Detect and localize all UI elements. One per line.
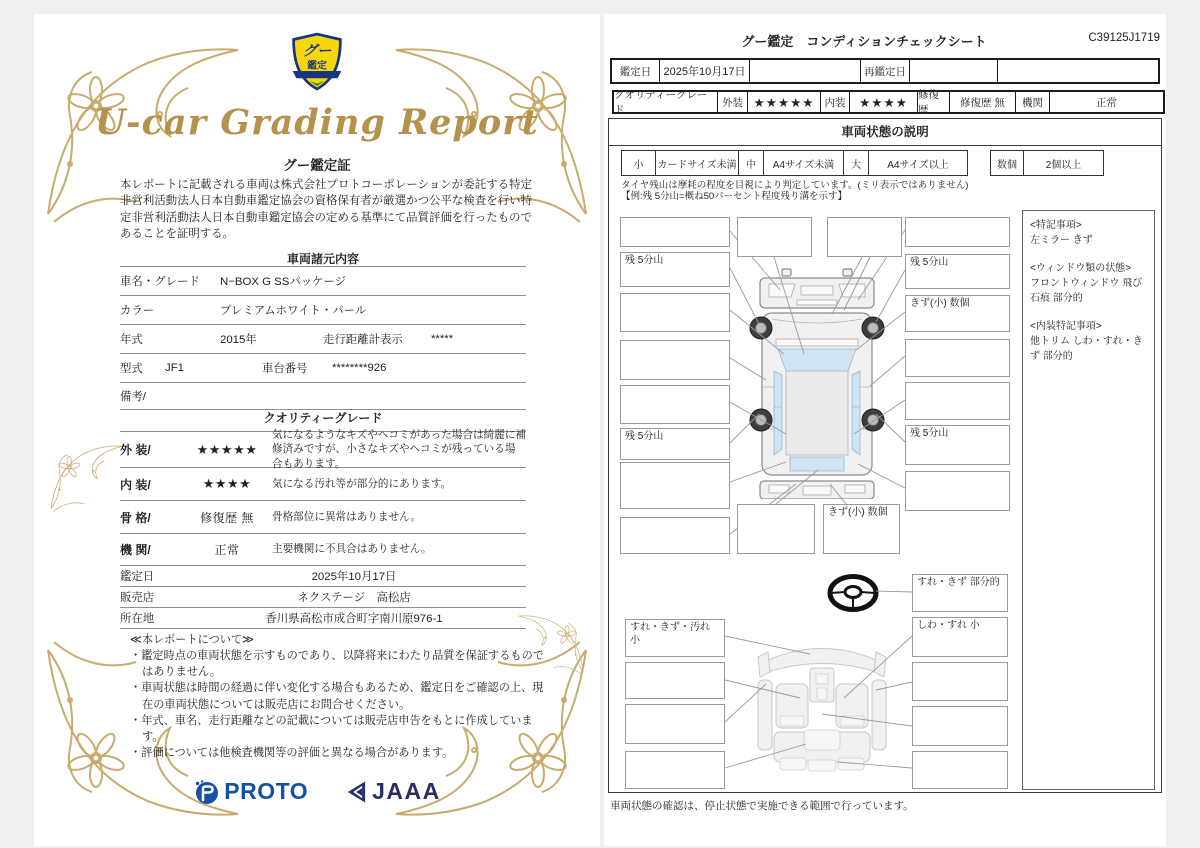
- spec-row-name: [120, 267, 526, 296]
- callout-box-left-3: [620, 385, 730, 424]
- callout-box-scratch-right: きず(小) 数個: [905, 295, 1010, 332]
- spec-value: JF1: [165, 362, 184, 374]
- sheet-footer-note: 車両状態の確認は、停止状態で実施できる範囲で行っています。: [610, 800, 914, 812]
- callout-box-steering: すれ・きず 部分的: [912, 574, 1008, 612]
- spec-row-color: [120, 296, 526, 325]
- sheet-title: グー鑑定 コンディションチェックシート: [741, 34, 987, 49]
- callout-box-interior-right-3: [912, 706, 1008, 746]
- callout-box-left-4: [620, 462, 730, 509]
- note-item: ・鑑定時点の車両状態を示すものであり、以降将来にわたり品質を保証するものではありません。: [130, 650, 544, 679]
- grade-row-frame: 骨 格/ 修復歴 無 骨格部位に異常はありません。: [120, 501, 526, 534]
- grade-section-heading: クオリティーグレード: [120, 405, 526, 432]
- callout-box-right-1: [905, 339, 1010, 377]
- callout-box-interior-left-4: [625, 751, 725, 789]
- annotation-window: <ウィンドウ類の状態> フロントウィンドウ 飛び石痕 部分的: [1030, 263, 1143, 304]
- annotation-panel: [1022, 210, 1155, 790]
- mechanical-label-cell: 機関: [1015, 92, 1049, 112]
- report-notes: [130, 632, 544, 761]
- spec-section-heading: 車両諸元内容: [286, 252, 359, 266]
- callout-box-bottom-1: [737, 504, 815, 554]
- date-label-cell: 鑑定日: [619, 65, 652, 78]
- spec-label: 備考/: [120, 391, 146, 403]
- spec-label: カラー: [120, 305, 155, 317]
- callout-box-interior-right: しわ・すれ 小: [912, 617, 1008, 657]
- spec-label: 型式: [120, 363, 143, 375]
- callout-box-right-2: [905, 382, 1010, 420]
- meta-row-dealer: 販売店 ネクステージ 高松店: [120, 587, 526, 608]
- report-subtitle: グー鑑定証: [283, 158, 351, 173]
- note-item: ・車両状態は時間の経過に伴い変化する場合もあるため、鑑定日をご確認の上、現在の車両状態については販売店にお問合せください。: [130, 682, 544, 711]
- count-legend-table: 数個 2個以上: [990, 150, 1104, 176]
- callout-box-top-2: [827, 217, 902, 257]
- callout-box-interior-left: すれ・きず・汚れ 小: [625, 619, 725, 657]
- grade-row-interior: 内 装/ ★★★★ 気になる汚れ等が部分的にあります。: [120, 468, 526, 501]
- callout-box-interior-right-4: [912, 751, 1008, 789]
- spec-label: 走行距離計表示: [323, 334, 403, 346]
- redate-value-cell: [909, 60, 997, 82]
- spec-value: N−BOX G SSパッケージ: [220, 276, 347, 288]
- notes-heading: ≪本レポートについて≫: [130, 634, 254, 646]
- repair-value-cell: 修復歴 無: [949, 92, 1015, 112]
- empty-cell: [749, 60, 860, 82]
- spec-value: 2015年: [220, 334, 257, 346]
- grading-certificate-page: [34, 14, 600, 846]
- meta-row-location: 所在地 香川県高松市成合町字南川原976-1: [120, 608, 526, 629]
- spec-row-model: [120, 354, 526, 383]
- callout-box-interior-left-2: [625, 662, 725, 699]
- spec-label: 車台番号: [262, 363, 308, 375]
- callout-box-left-5: [620, 517, 730, 554]
- star-rating: ★★★★: [202, 476, 252, 491]
- appraisal-date-table: [610, 58, 1160, 84]
- condition-heading: 車両状態の説明: [608, 118, 1162, 146]
- svg-text:グー: グー: [302, 43, 332, 60]
- grade-title-cell: クオリティーグレード: [614, 89, 708, 116]
- repair-label-cell: 修復歴: [917, 92, 949, 112]
- annotation-interior: <内装特記事項> 他トリム しわ・すれ・きず 部分的: [1030, 321, 1143, 362]
- size-legend-table: 小 カードサイズ未満 中 A4サイズ未満 大 A4サイズ以上: [621, 150, 968, 176]
- callout-box-tire-front-left: 残 5分山: [620, 252, 730, 287]
- vehicle-spec-table: [120, 266, 526, 410]
- callout-box-front-left: [620, 217, 730, 247]
- spec-label: 車名・グレード: [120, 276, 200, 288]
- callout-box-interior-right-2: [912, 662, 1008, 701]
- goo-kantei-badge-icon: [290, 32, 344, 92]
- certification-paragraph: 本レポートに記載される車両は株式会社プロトコーポレーションが委託する特定非営利活動法人日本自動車鑑定協会の資格保有者が厳選かつ公平な検査を行い特定非営利活動法人日本自動車鑑定協会の定める基準にて品質評価を行ったものであることを証明する。: [120, 179, 532, 241]
- steering-wheel-icon: [826, 572, 880, 614]
- document-id: C39125J1719: [1088, 32, 1160, 44]
- interior-label-cell: 内装: [820, 92, 849, 112]
- callout-box-tire-rear-right: 残 5分山: [905, 425, 1010, 465]
- grade-row-mechanical: 機 関/ 正常 主要機関に不具合はありません。: [120, 534, 526, 566]
- spec-value: ********926: [332, 362, 387, 374]
- callout-box-right-3: [905, 471, 1010, 511]
- note-item: ・年式、車名、走行距離などの記載については販売店申告をもとに作成しています。: [130, 714, 533, 743]
- callout-box-top-1: [737, 217, 812, 257]
- star-rating: ★★★★★: [196, 441, 258, 457]
- svg-text:鑑定: 鑑定: [307, 60, 327, 72]
- date-value-cell: 2025年10月17日: [659, 60, 749, 82]
- proto-circle-icon: [193, 779, 219, 805]
- annotation-special: <特記事項> 左ミラー きず: [1030, 220, 1093, 246]
- redate-label-cell: 再鑑定日: [860, 60, 909, 82]
- car-top-view-diagram: [745, 267, 889, 499]
- grade-row-exterior: 外 装/ ★★★★★ 気になるようなキズやヘコミがあった場合は綺麗に補修済みですが、小さなキズやヘコミが残っている場合もあります。: [120, 429, 526, 470]
- tire-note-1: タイヤ残山は摩耗の程度を目視により判定しています。(ミリ表示ではありません): [621, 180, 969, 191]
- note-item: ・評価については他検査機関等の評価と異なる場合があります。: [130, 746, 454, 759]
- callout-box-tire-front-right: 残 5分山: [905, 254, 1010, 289]
- car-interior-diagram: [754, 632, 890, 782]
- footer-logos: [34, 778, 600, 805]
- spec-value: プレミアムホワイト・パール: [220, 305, 367, 317]
- meta-row-date: 鑑定日 2025年10月17日: [120, 566, 526, 587]
- callout-box-scratch-rear: きず(小) 数個: [823, 504, 900, 554]
- interior-stars-cell: ★★★★: [849, 92, 917, 112]
- jaaa-logo: JAAA: [346, 778, 441, 805]
- empty-cell: [997, 60, 1158, 82]
- report-title: U-car Grading Report: [95, 102, 539, 143]
- condition-check-sheet-page: [604, 14, 1166, 846]
- mechanical-value-cell: 正常: [1049, 92, 1163, 112]
- quality-grade-row: [612, 90, 1165, 114]
- proto-logo: PROTO: [193, 778, 308, 805]
- quality-grade-table: [120, 429, 526, 629]
- exterior-label-cell: 外装: [717, 92, 747, 112]
- callout-box-tire-rear-left: 残 5分山: [620, 428, 730, 460]
- exterior-stars-cell: ★★★★★: [747, 92, 820, 112]
- tire-note-2: 【例:残 5分山=概ね50パーセント程度残り溝を示す】: [621, 191, 847, 202]
- spec-label: 年式: [120, 334, 143, 346]
- callout-box-interior-left-3: [625, 704, 725, 744]
- jaaa-triangle-icon: [346, 780, 367, 804]
- callout-box-left-1: [620, 293, 730, 332]
- callout-box-front-right: [905, 217, 1010, 247]
- callout-box-left-2: [620, 340, 730, 380]
- spec-value: *****: [431, 333, 454, 345]
- spec-row-year: [120, 325, 526, 354]
